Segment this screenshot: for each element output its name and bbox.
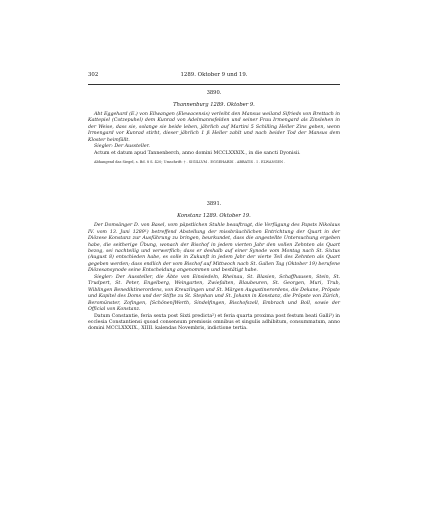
page-header: [88, 72, 340, 82]
running-title: 1289. Oktober 9 und 19.: [180, 72, 248, 78]
document-3890: [88, 90, 340, 165]
regest-text: Der Domsänger D. von Basel, vom päpstlichen Stuhle beauftragt, die Verfügung des Papsts Nikolaus IV. vom 13. Juni 1289¹) betreffend Abstellung der missbräuchlichen Entrichtung der Quart in der Diözese Konstanz zur Ausführung zu bringen, beurkundet, dass die angestellte Untersuchung ergeben habe, die seitherige Übung, wonach der Bischof in jedem vierten Jahr den vollen Zehnten als Quart bezog, sei nachteilig und verwerflich; dass er deshalb auf einer Synode vom Montag nach St. Sixtus (August 8) entschieden habe, es solle in Zukunft in jedem Jahr der vierte Teil des Zehnten als Quart gegeben werden; dass endlich der vom Bischof auf Mittwoch nach St. Gallen Tag (Oktober 19) berufene Diözesansynode seine Entscheidung angenommen und bestätigt habe.: [88, 223, 340, 274]
siegler-line: Siegler: Der Aussteller.: [94, 144, 150, 150]
siegler-line: Siegler: Der Aussteller, die Äbte von Einsiedeln, Rheinau, St. Blasien, Schaffhausen, Stein, St. Trudpert, St. Peter, Engelberg, Weingarten, Zwiefalten, Blaubeuren, St. Georgen, Muri, Trub, Wiblingen Benediktinerordens, von Kreuzlingen und St. Märgen Augustinerordens, die Dekane, Pröpste und Kapitel des Doms und der Stifte zu St. Stephan und St. Johann in Konstanz, die Pröpste von Zürich, Beromünster, Zofingen, [Schönen]Werth, Sindelfingen, Bischofszell, Embrach und Boll, sowie der Official von Konstanz.: [88, 274, 340, 313]
document-page: [88, 72, 340, 333]
page-number: 302: [88, 72, 99, 78]
document-3891: [88, 201, 340, 333]
document-number: 3891.: [206, 201, 222, 208]
place-date-line: Thannenburg 1289. Oktober 9.: [173, 102, 255, 108]
seal-note: Abhangend das Siegel, s. Bd. 8 S. 420; Umschrift: † . SIGILLVM . EGGEHARDI . ABBATIS . I . ELWANGEN .: [94, 160, 286, 165]
place-date-line: Konstanz 1289. Oktober 19.: [177, 213, 251, 220]
header-rule: [88, 84, 340, 85]
document-number: 3890.: [206, 90, 222, 96]
actum-text: Actum et datum apud Tannenberch, anno domini MCCLXXXIX., in die sancti Dyonisii.: [94, 150, 301, 156]
datum-text: Datum Constantie, feria sexta post Sixti predicta²) et feria quarta proxima post festum beati Galli³) in ecclesia Constantiensi quoad consensum premissis omnibus et singulis adhibitum, consummatum, anno domini MCCLXXXIX., XIIII. kalendas Novembris, indictione tertia.: [88, 313, 340, 332]
regest-text: Abt Eggehard (E.) von Ellwangen (Elewacensis) verleiht den Mansus weiland Sifrieds von Brettach in Kattepiel (Cotzepuhel) dem Kunrad von Adelmannsfelden und seiner Frau Irmengard als Zinslehen in der Weise, dass sie, solange sie beide leben, jährlich auf Martini 5 Schilling Heller Zins geben, wenn Irmengard vor Kunrad stirbt, dieser jährlich 1 ß Heller zahlt und nach beider Tod der Mansus dem Kloster heimfällt.: [88, 112, 340, 143]
